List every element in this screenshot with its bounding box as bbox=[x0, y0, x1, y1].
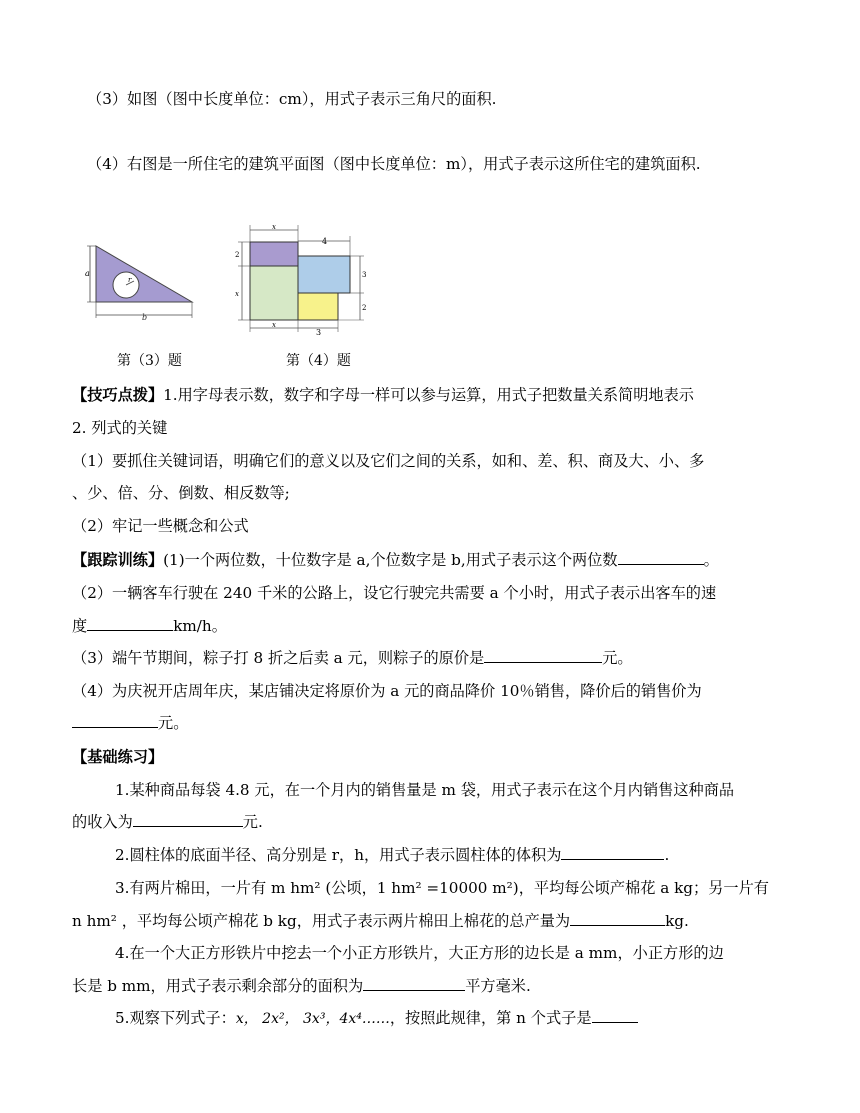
tips-line-4: 、少、倍、分、倒数、相反数等; bbox=[72, 484, 290, 502]
bottom-x-label: x bbox=[272, 321, 276, 329]
answer-blank[interactable] bbox=[592, 1008, 638, 1023]
room-yellow bbox=[298, 293, 338, 320]
room-purple bbox=[250, 242, 298, 266]
answer-blank[interactable] bbox=[133, 812, 243, 827]
room-blue bbox=[298, 256, 350, 293]
right-3-label: 3 bbox=[362, 271, 367, 279]
answer-blank[interactable] bbox=[363, 976, 465, 991]
training-2a: （2）一辆客车行驶在 240 千米的公路上，设它行驶完共需要 a 个小时，用式子表示出客车的速 bbox=[72, 584, 717, 602]
triangle-shape bbox=[96, 246, 192, 302]
basics-4b: 长是 b mm，用式子表示剩余部分的面积为 平方毫米. bbox=[72, 977, 531, 995]
basics-1b: 的收入为 元. bbox=[72, 813, 263, 831]
series-expression: x， 2x²， 3x³，4x⁴…… bbox=[235, 1011, 390, 1027]
tips-text-1: 1.用字母表示数，数字和字母一样可以参与运算，用式子把数量关系简明地表示 bbox=[163, 386, 694, 404]
tips-line-1 bbox=[72, 385, 694, 405]
answer-blank[interactable] bbox=[87, 616, 173, 631]
left-x-label: x bbox=[235, 290, 239, 298]
basics-4a: 4.在一个大正方形铁片中挖去一个小正方形铁片，大正方形的边长是 a mm，小正方形的边 bbox=[115, 944, 724, 962]
answer-blank[interactable] bbox=[72, 713, 158, 728]
question-3: （3）如图（图中长度单位：cm），用式子表示三角尺的面积. bbox=[87, 90, 497, 108]
question-4: （4）右图是一所住宅的建筑平面图（图中长度单位：m），用式子表示这所住宅的建筑面积. bbox=[87, 155, 701, 173]
figure-4-caption: 第（4）题 bbox=[286, 353, 351, 369]
training-1: 【跟踪训练】(1)一个两位数，十位数字是 a,个位数字是 b,用式子表示这个两位数 。 bbox=[72, 551, 719, 569]
r-label: r bbox=[128, 276, 132, 284]
basics-3b: n hm² ，平均每公顷产棉花 b kg，用式子表示两片棉田上棉花的总产量为 kg. bbox=[72, 912, 689, 930]
triangle-ruler-figure bbox=[84, 240, 204, 325]
left-2-label: 2 bbox=[235, 251, 240, 259]
answer-blank[interactable] bbox=[618, 550, 704, 565]
answer-blank[interactable] bbox=[484, 648, 602, 663]
top-4-label: 4 bbox=[322, 237, 328, 246]
basics-1a: 1.某种商品每袋 4.8 元，在一个月内的销售量是 m 袋，用式子表示在这个月内销售这种商品 bbox=[115, 781, 735, 799]
tips-heading: 【技巧点拨】 bbox=[72, 386, 164, 404]
basics-2: 2.圆柱体的底面半径、高分别是 r，h，用式子表示圆柱体的体积为 . bbox=[115, 846, 670, 864]
answer-blank[interactable] bbox=[570, 911, 665, 926]
bottom-3-label: 3 bbox=[316, 328, 322, 337]
figure-3-caption: 第（3）题 bbox=[117, 353, 182, 369]
training-3: （3）端午节期间，粽子打 8 折之后卖 a 元，则粽子的原价是 元。 bbox=[72, 649, 633, 667]
b-label: b bbox=[142, 313, 148, 322]
room-green bbox=[250, 266, 298, 320]
training-4b: 元。 bbox=[72, 713, 188, 733]
tips-line-5: （2）牢记一些概念和公式 bbox=[72, 517, 249, 535]
a-label: a bbox=[85, 269, 90, 278]
tips-line-3: （1）要抓住关键词语，明确它们的意义以及它们之间的关系，如和、差、积、商及大、小、多 bbox=[72, 452, 705, 470]
answer-blank[interactable] bbox=[561, 845, 664, 860]
training-2b: 度 km/h。 bbox=[72, 617, 227, 635]
right-2-label: 2 bbox=[362, 304, 367, 312]
floor-plan-figure bbox=[232, 222, 372, 337]
training-heading: 【跟踪训练】 bbox=[72, 551, 164, 569]
basics-5: 5.观察下列式子：x， 2x²， 3x³，4x⁴……，按照此规律，第 n 个式子是 bbox=[115, 1008, 638, 1029]
tips-line-2: 2. 列式的关键 bbox=[72, 419, 168, 437]
top-x-label: x bbox=[272, 223, 276, 231]
basics-heading: 【基础练习】 bbox=[72, 748, 164, 766]
training-4a: （4）为庆祝开店周年庆，某店铺决定将原价为 a 元的商品降价 10％销售，降价后的销售价为 bbox=[72, 682, 702, 700]
basics-3a: 3.有两片棉田，一片有 m hm² (公顷，1 hm² =10000 m²)，平均每公顷产棉花 a kg；另一片有 bbox=[115, 879, 769, 897]
